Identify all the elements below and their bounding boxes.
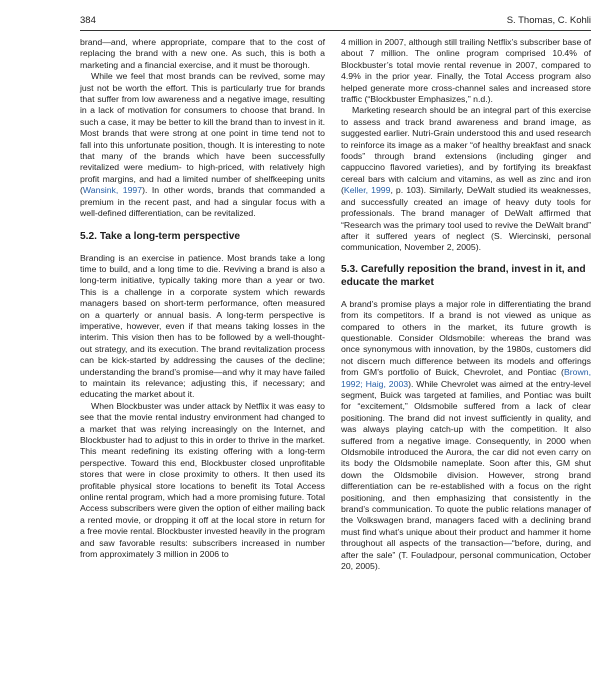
paragraph: Branding is an exercise in patience. Most brands take a long time to build, and a long time to die. Reviving a brand is also a long-term initiative, typically taking more than a year or two. This is a challenge in a corporate system which rewards managers based on short-term performance, often measured on a quarterly or annual basis. A long-term perspective is imperative, however, even if that means taking losses in the interim. This vision then has to be followed by a well-thought-out strategy, and its execution. The brand revitalization process can be kick-started by addressing the causes of the decline; understanding the brand’s promise—and why it may have failed to maintain its relevance; adjusting this, if necessary; and educating the market about it. <box>80 252 325 400</box>
page-number: 384 <box>80 15 96 26</box>
paragraph: While we feel that most brands can be revived, some may just not be worth the effort. This is particularly true for brands that suffer from low awareness and a negative image, resulting in a lack of motivation for consumers to choose that brand. In such a case, it may be better to kill the brand than to invest in it. Most brands that were strong at one point in time tend not to fall into this unfortunate position, though. It is interesting to note that many of the brands which have been successfully revitalized were medium- to high-priced, with relatively high profit margins, and had a limited number of shelfkeeping units (Wansink, 1997). In other words, brands that commanded a premium in the recent past, and had a singular focus with a well-defined differentiation, can be revitalized. <box>80 71 325 219</box>
header-rule <box>80 30 591 31</box>
paragraph: brand—and, where appropriate, compare that to the cost of replacing the brand with a new one. As such, this is both a marketing and a financial exercise, and it must be thorough. <box>80 37 325 70</box>
left-column <box>80 37 325 560</box>
page-header <box>80 14 591 28</box>
citation-link[interactable]: Wansink, 1997 <box>82 185 143 196</box>
right-column <box>341 37 591 572</box>
citation-link[interactable]: Brown, 1992; Haig, 2003 <box>341 367 591 389</box>
citation-link[interactable]: Keller, 1999 <box>343 185 391 196</box>
section-heading-5-3: 5.3. Carefully reposition the brand, invest in it, and educate the market <box>341 263 586 288</box>
paragraph: When Blockbuster was under attack by Netflix it was easy to see that the movie rental industry environment had changed to a market that was relying increasingly on the Internet, and Blockbuster had to adjust to this in order to thrive in the market. This meant redefining its existing offering with a long-term perspective. Toward this end, Blockbuster closed unprofitable stores that were in close proximity to others. It then used its profitable physical store locations to benefit its Total Access online rental program, which had a more promising future. Total Access subscribers were given the option of either mailing back a rented movie, or dropping it off at the local store in return for a free movie rental. Blockbuster invested heavily in the program and saw favorable results: subscribers increased in number from approximately 3 million in 2006 to <box>80 400 325 560</box>
running-head: S. Thomas, C. Kohli <box>506 15 591 26</box>
paragraph: A brand’s promise plays a major role in differentiating the brand from its competitors. If a brand is not viewed as unique as compared to others in the market, its future growth is questionable. Consider Oldsmobile: whereas the brand was once synonymous with innovation, by the 1980s, customers did not discern much difference between its models and offerings from GM’s portfolio of Buick, Chevrolet, and Pontiac (Brown, 1992; Haig, 2003). While Chevrolet was aimed at the entry-level segment, Buick was targeted at families, and Pontiac was built for “excitement,” Oldsmobile suffered from a lack of clear positioning. The brand did not invest sufficiently in quality, and was always playing catch-up with the competition. It also suffered from a negative image. Consequently, in 2000 when Oldsmobile introduced the Aurora, the car did not even carry on its body the Oldsmobile nameplate. Soon after this, GM shut down the Oldsmobile division. However, strong brand differentiation can be re-established with a focus on the right positioning, and then emphasizing that consistently in the brand’s communication. To quote the public relations manager of the Volkswagen brand, managers faced with a declining brand must find what’s unique about their product and hammer it home throughout all aspects of the transaction—“before, during, and after the sale” (T. Fouladpour, personal communication, October 20, 2005). <box>341 298 591 572</box>
paragraph: 4 million in 2007, although still trailing Netflix’s subscriber base of about 7 million. The online program comprised 10.4% of Blockbuster’s total movie rental revenue in 2007, compared to 4.9% in the prior year. Finally, the Total Access program also helped generate more cross-channel sales and increased store traffic (“Blockbuster Emphasizes,” n.d.). <box>341 37 591 105</box>
paragraph: Marketing research should be an integral part of this exercise to assess and track brand awareness and brand image, as suggested earlier. Nutri-Grain understood this and used research to reinforce its image as a maker “of healthy breakfast and snack foods” through brand extensions (including ginger and cappuccino flavored varieties), and by fortifying its breakfast cereal bars with calcium and vitamins, as well as zinc and iron (Keller, 1999, p. 103). Similarly, DeWalt studied its weaknesses, and successfully created an image of heavy duty tools for professionals. The brand manager of DeWalt affirmed that “Research was the primary tool used to revive the DeWalt brand” after it suffered years of neglect (S. Wiercinski, personal communication, November 2, 2005). <box>341 105 591 253</box>
section-heading-5-2: 5.2. Take a long-term perspective <box>80 230 241 242</box>
